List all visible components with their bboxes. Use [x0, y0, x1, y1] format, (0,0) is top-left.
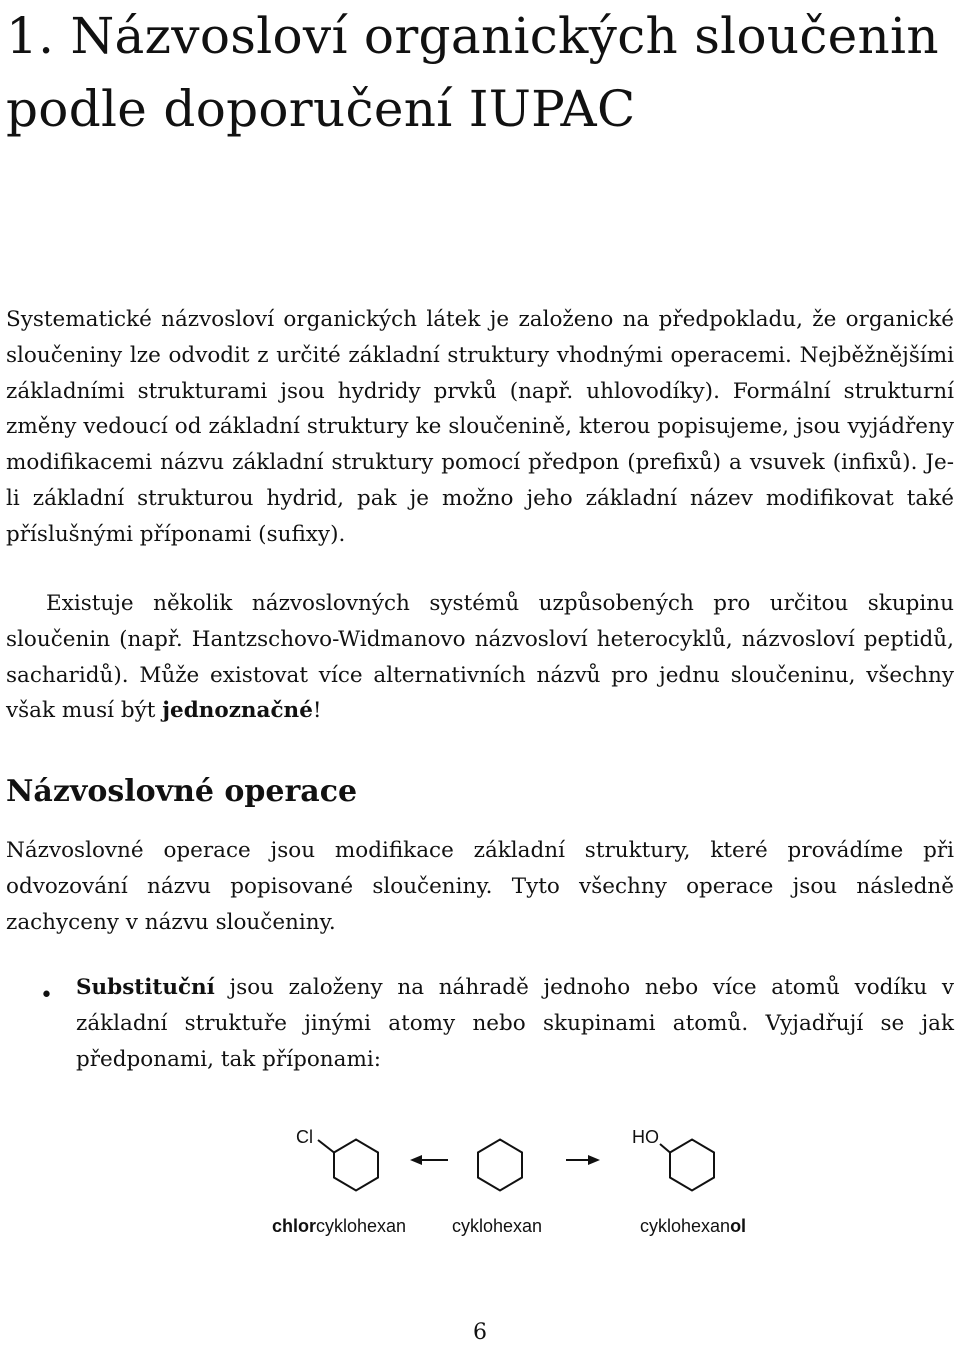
- intro-paragraph-1: Systematické názvosloví organických látek je založeno na předpokladu, že organické sloučeniny lze odvodit z určité základní struktury vhodnými operacemi. Nejběžnějšími základními strukturami jsou hydridy prvků (např. uhlovodíky). Formální strukturní změny vedoucí od základní struktury ke sloučenině, kterou popisujeme, jsou vyjádřeny modifikacemi názvu základní struktury pomocí předpon (prefixů) a vsuvek (infixů). Je-li základní strukturou hydrid, pak je možno jeho základní název modifikovat také příslušnými příponami (sufixy).: [6, 307, 954, 547]
- chlorine-label: Cl: [296, 1127, 313, 1147]
- cyclohexanol-structure: [660, 1140, 714, 1191]
- left-arrow: [410, 1155, 448, 1165]
- caption-chlorocyclohexane: [272, 1216, 406, 1236]
- section-paragraph: Názvoslovné operace jsou modifikace základní struktury, které provádíme při odvozování názvu popisované sloučeniny. Tyto všechny operace jsou následně zachyceny v názvu sloučeniny.: [6, 838, 954, 935]
- intro-paragraph-2: [6, 586, 954, 729]
- caption-chlorocyclohexane-prefix: chlor: [272, 1216, 317, 1236]
- reaction-scheme: [260, 1122, 780, 1252]
- chapter-title: 1. Názvosloví organických sloučenin podle doporučení IUPAC: [6, 7, 939, 138]
- cyclohexane-structure: [478, 1140, 522, 1191]
- intro-paragraph-2-text: Existuje několik názvoslovných systémů uzpůsobených pro určitou skupinu sloučenin (např. Hantzschovo-Widmanovo názvosloví heterocyklů, názvosloví peptidů, sacharidů). Může existovat více alternativních názvů pro jednu sloučeninu, všechny však musí být: [6, 591, 954, 724]
- bullet-text: jsou založeny na náhradě jednoho nebo více atomů vodíku v základní struktuře jinými atomy nebo skupinami atomů. Vyjadřují se jak předponami, tak příponami:: [76, 975, 954, 1072]
- bullet-marker: •: [40, 983, 53, 1008]
- section-heading: Názvoslovné operace: [6, 774, 358, 809]
- caption-chlorocyclohexane-rest: cyklohexan: [316, 1216, 407, 1236]
- page-number: 6: [473, 1320, 487, 1345]
- hydroxyl-label: HO: [632, 1127, 659, 1147]
- intro-paragraph-2-end: !: [312, 698, 322, 724]
- emphasis-unambiguous: jednoznačné: [162, 698, 313, 724]
- list-item: [0, 970, 954, 1078]
- caption-cyclohexanol: [640, 1216, 746, 1236]
- right-arrow: [566, 1155, 600, 1165]
- caption-cyclohexane: cyklohexan: [452, 1216, 543, 1236]
- bullet-term: Substituční: [76, 975, 215, 1000]
- caption-cyclohexanol-suffix: ol: [730, 1216, 747, 1236]
- caption-cyclohexanol-rest: cyklohexan: [640, 1216, 731, 1236]
- operations-list: [0, 970, 960, 1078]
- chlorocyclohexane-structure: [318, 1140, 378, 1191]
